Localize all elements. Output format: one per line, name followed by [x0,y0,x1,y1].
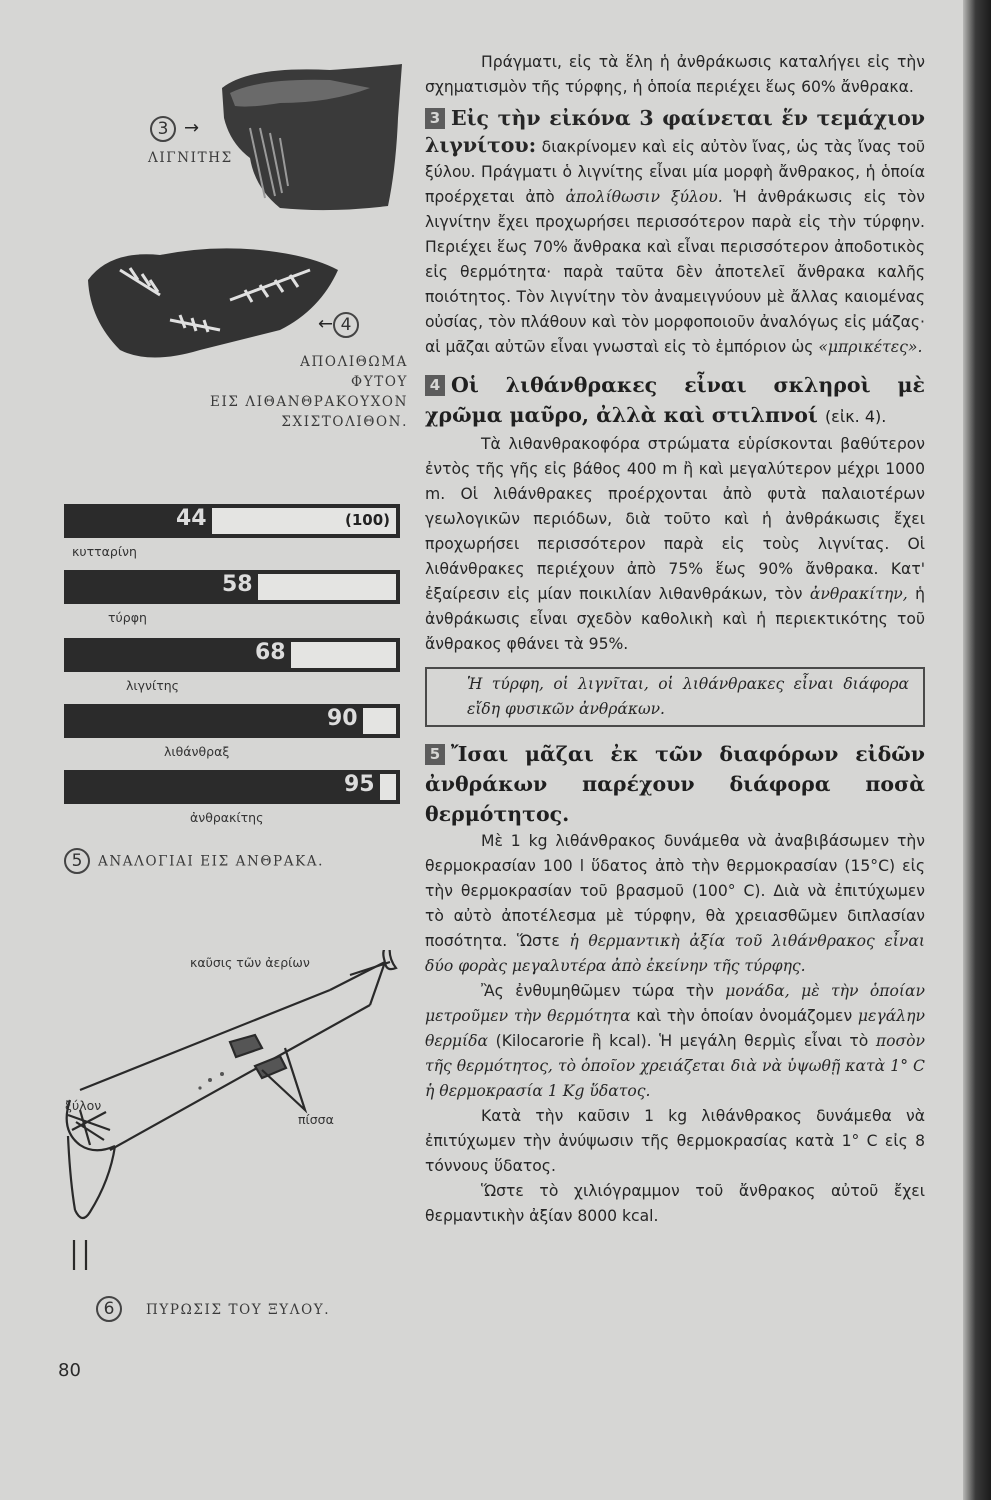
section-5-paragraph-4: Ὥστε τὸ χιλιόγραμμον τοῦ ἄνθρακος αὐτοῦ ἔχει θερμαντικὴν ἀξίαν 8000 kcal. [425,1182,925,1225]
section-3 [425,106,925,360]
bar-category-label: ἀνθρακίτης [190,810,264,825]
fig3-number: 3 [150,116,176,142]
bar-remainder [363,708,396,734]
section-4-body [425,432,925,657]
section-4-heading: Οἱ λιθάνθρακες εἶναι σκληροὶ μὲ χρῶμα μαῦρο, ἀλλὰ καὶ στιλπνοί [425,373,925,427]
bar-value-label: 68 [255,640,286,665]
paragraph-peat: Πράγματι, εἰς τὰ ἕλη ἡ ἀνθράκωσις καταλήγει εἰς τὴν σχηματισμὸν τῆς τύρφης, ἡ ὁποία περιέχει ἕως 60% ἄνθρακα. [425,53,925,96]
section-4-figure-ref: (εἰκ. 4). [824,407,887,426]
wood-label: ξύλον [65,1098,102,1113]
section-3-heading: Εἰς τὴν εἰκόνα 3 φαίνεται ἕν τεμάχιον λιγνίτου: [425,106,925,157]
section-5-number: 5 [425,744,445,765]
section-3-text-b: Ἡ ἀνθράκωσις εἰς τὸν λιγνίτην ἔχει προχωρήσει περισσότερον παρὰ εἰς τὴν τύρφην. Περιέχει ἕως 70% ἄνθρακα καὶ εἶναι περισσότερον ἀποδοτικὸς εἰς θερμότητα· παρὰ ταῦτα δὲν ἀποτελεῖ ἄνθρακα καλῆς ποιότητος. Τὸν λιγνίτην τὸν ἀναμειγνύουν μὲ ἄλλας καιομένας οὐσίας, τὸν πλάθουν καὶ τὸν μορφοποιοῦν ἀναλόγως εἰς μάζας· αἱ μᾶζαι αὐτῶν εἶναι γνωσταὶ εἰς τὸ ἐμπόριον ὡς [425,188,926,356]
fig6-caption-row [96,1296,330,1322]
section-5-p2-emphasis-a: μονάδα, μὲ τὴν ὁποίαν μετροῦμεν τὴν θερμότητα [425,982,925,1025]
gas-combustion-label: καῦσις τῶν ἀερίων [190,955,310,970]
fig4-marker: ← 4 [318,312,367,338]
fig6-caption: ΠΥΡΩΣΙΣ ΤΟΥ ΞΥΛΟΥ. [146,1301,331,1318]
bar-value-label: 95 [344,772,375,797]
summary-box: Ἡ τύρφη, οἱ λιγνῖται, οἱ λιθάνθρακες εἶναι διάφορα εἴδη φυσικῶν ἀνθράκων. [425,667,925,727]
section-5-heading-row [425,739,925,829]
section-5-p2-text-c: (Kilocarorie ἢ kcal). Ἡ μεγάλη θερμὶς εἶναι τὸ [495,1032,869,1050]
carbon-bar-5 [64,770,400,804]
bar-value-label: 44 [176,506,207,531]
section-4-text-a: Τὰ λιθανθρακοφόρα στρώματα εὑρίσκονται βαθύτερον ἐντὸς τῆς γῆς εἰς βάθος 400 m ἢ καὶ μεγαλύτερον μέχρι 1000 m. Οἱ λιθάνθρακες προέρχονται ἀπὸ φυτὰ παλαιοτέρων γεωλογικῶν περιόδων, διὰ τοῦτο καὶ ἡ ἀνθράκωσις ἔχει προχωρήσει περισσότερον παρὰ εἰς τοὺς λιγνίτας. Οἱ λιθάνθρακες περιέχουν ἀπὸ 75% ἕως 90% ἄνθρακα. Κατ' ἐξαίρεσιν εἰς μίαν ποικιλίαν λιθανθράκων, τὸν [425,435,925,603]
section-5-paragraph-1 [425,829,925,979]
bar-remainder [380,774,396,800]
carbon-bar-2 [64,570,400,604]
bar-category-label: λιγνίτης [126,678,180,693]
fossil-plant-illustration [80,240,350,370]
fig4-number: 4 [333,312,359,338]
section-4-number: 4 [425,375,445,396]
section-5-paragraph-2 [425,979,925,1104]
fig6-number: 6 [96,1296,122,1322]
fig3-caption: ΛΙΓΝΙΤΗΣ [148,150,233,166]
section-5-heading: Ἴσαι μᾶζαι ἐκ τῶν διαφόρων εἰδῶν ἀνθράκων παρέχουν διάφορα ποσὰ θερμότητος. [425,742,925,826]
bar-value-label: 90 [327,706,358,731]
page-number: 80 [58,1360,81,1381]
carbon-bar-1 [64,504,400,538]
section-5-p1-text: Μὲ 1 kg λιθάνθρακος δυνάμεθα νὰ ἀναβιβάσωμεν τὴν θερμοκρασίαν 100 l ὕδατος ἀπὸ τὴν θερμοκρασίαν (15°C) εἰς τὴν θερμοκρασίαν τοῦ βρασμοῦ (100° C). Διὰ νὰ ἐπιτύχωμεν τὸ αὐτὸ ἀποτέλεσμα μὲ τύρφην, θὰ χρειασθῶμεν διπλασίαν ποσότητα. Ὥστε [425,832,925,950]
bar-value-label: 58 [222,572,253,597]
bar-remainder [291,642,396,668]
fig4-caption-line-1: ΑΠΟΛΙΘΩΜΑ [300,354,408,370]
carbon-bar-3 [64,638,400,672]
lignite-illustration [210,58,410,218]
fig3-marker: 3 → [150,116,199,142]
total-100-label: (100) [344,511,390,529]
fig4-caption [170,352,408,432]
bar-category-label: κυτταρίνη [72,544,137,559]
section-5-p2-text-a: Ἂς ἐνθυμηθῶμεν τώρα τὴν [481,982,714,1000]
section-5-p2-emphasis-b: μεγάλην θερμίδα [425,1007,925,1050]
bar-remainder [258,574,396,600]
burning-wood-illustration [40,950,400,1295]
section-3-text-a: διακρίνομεν καὶ εἰς αὐτὸν ἴνας, ὡς τὰς ἴνας τοῦ ξύλου. Πράγματι ὁ λιγνίτης εἶναι μία μορφὴ ἄνθρακος, ἡ ὁποία προέρχεται ἀπὸ [425,138,926,206]
bar-category-label: λιθάνθραξ [164,744,230,759]
fig5-number: 5 [64,848,90,874]
fig4-caption-line-4: ΣΧΙΣΤΟΛΙΘΟΝ. [281,414,408,430]
section-3-emphasis-b: «μπρικέτες». [818,338,923,356]
fig4-caption-line-3: ΕΙΣ ΛΙΘΑΝΘΡΑΚΟΥΧΟΝ [210,394,408,410]
fig4-caption-line-2: ΦΥΤΟΥ [351,374,408,390]
fig5-caption-row [64,848,324,874]
fig5-caption: ΑΝΑΛΟΓΙΑΙ ΕΙΣ ΑΝΘΡΑΚΑ. [98,853,325,870]
main-text-column [425,50,925,1229]
carbon-bar-4 [64,704,400,738]
section-5-p2-emphasis-c: ποσὸν τῆς θερμότητος, τὸ ὁποῖον χρειάζεται διὰ νὰ ὑψωθῇ κατὰ 1° C ἡ θερμοκρασία 1 Kg ὕδατος. [425,1032,925,1100]
section-4-emphasis: ἀνθρακίτην, [809,585,908,603]
section-5-paragraph-3: Κατὰ τὴν καῦσιν 1 kg λιθάνθρακος δυνάμεθα νὰ ἐπιτύχωμεν τὴν ἀνύψωσιν τῆς θερμοκρασίας κατὰ 1° C εἰς 8 τόννους ὕδατος. [425,1107,925,1175]
section-3-emphasis-a: ἀπολίθωσιν ξύλου. [565,188,723,206]
section-5-p1-emphasis: ἡ θερμαντικὴ ἀξία τοῦ λιθάνθρακος εἶναι δύο φορὰς μεγαλυτέρα ἀπὸ ἐκείνην τῆς τύρφης. [425,932,925,975]
bar-category-label: τύρφη [108,610,147,625]
section-5-p2-text-b: καὶ τὴν ὁποίαν ὀνομάζομεν [636,1007,853,1025]
page-edge [963,0,991,1500]
tar-label: πίσσα [298,1112,334,1127]
section-4-text-b: ἡ ἀνθράκωσις εἶναι σχεδὸν καθολικὴ καὶ ἡ περιεκτικότης τοῦ ἄνθρακος φθάνει τὰ 95%. [425,585,925,653]
section-3-number: 3 [425,108,445,129]
section-4-heading-row [425,370,925,432]
